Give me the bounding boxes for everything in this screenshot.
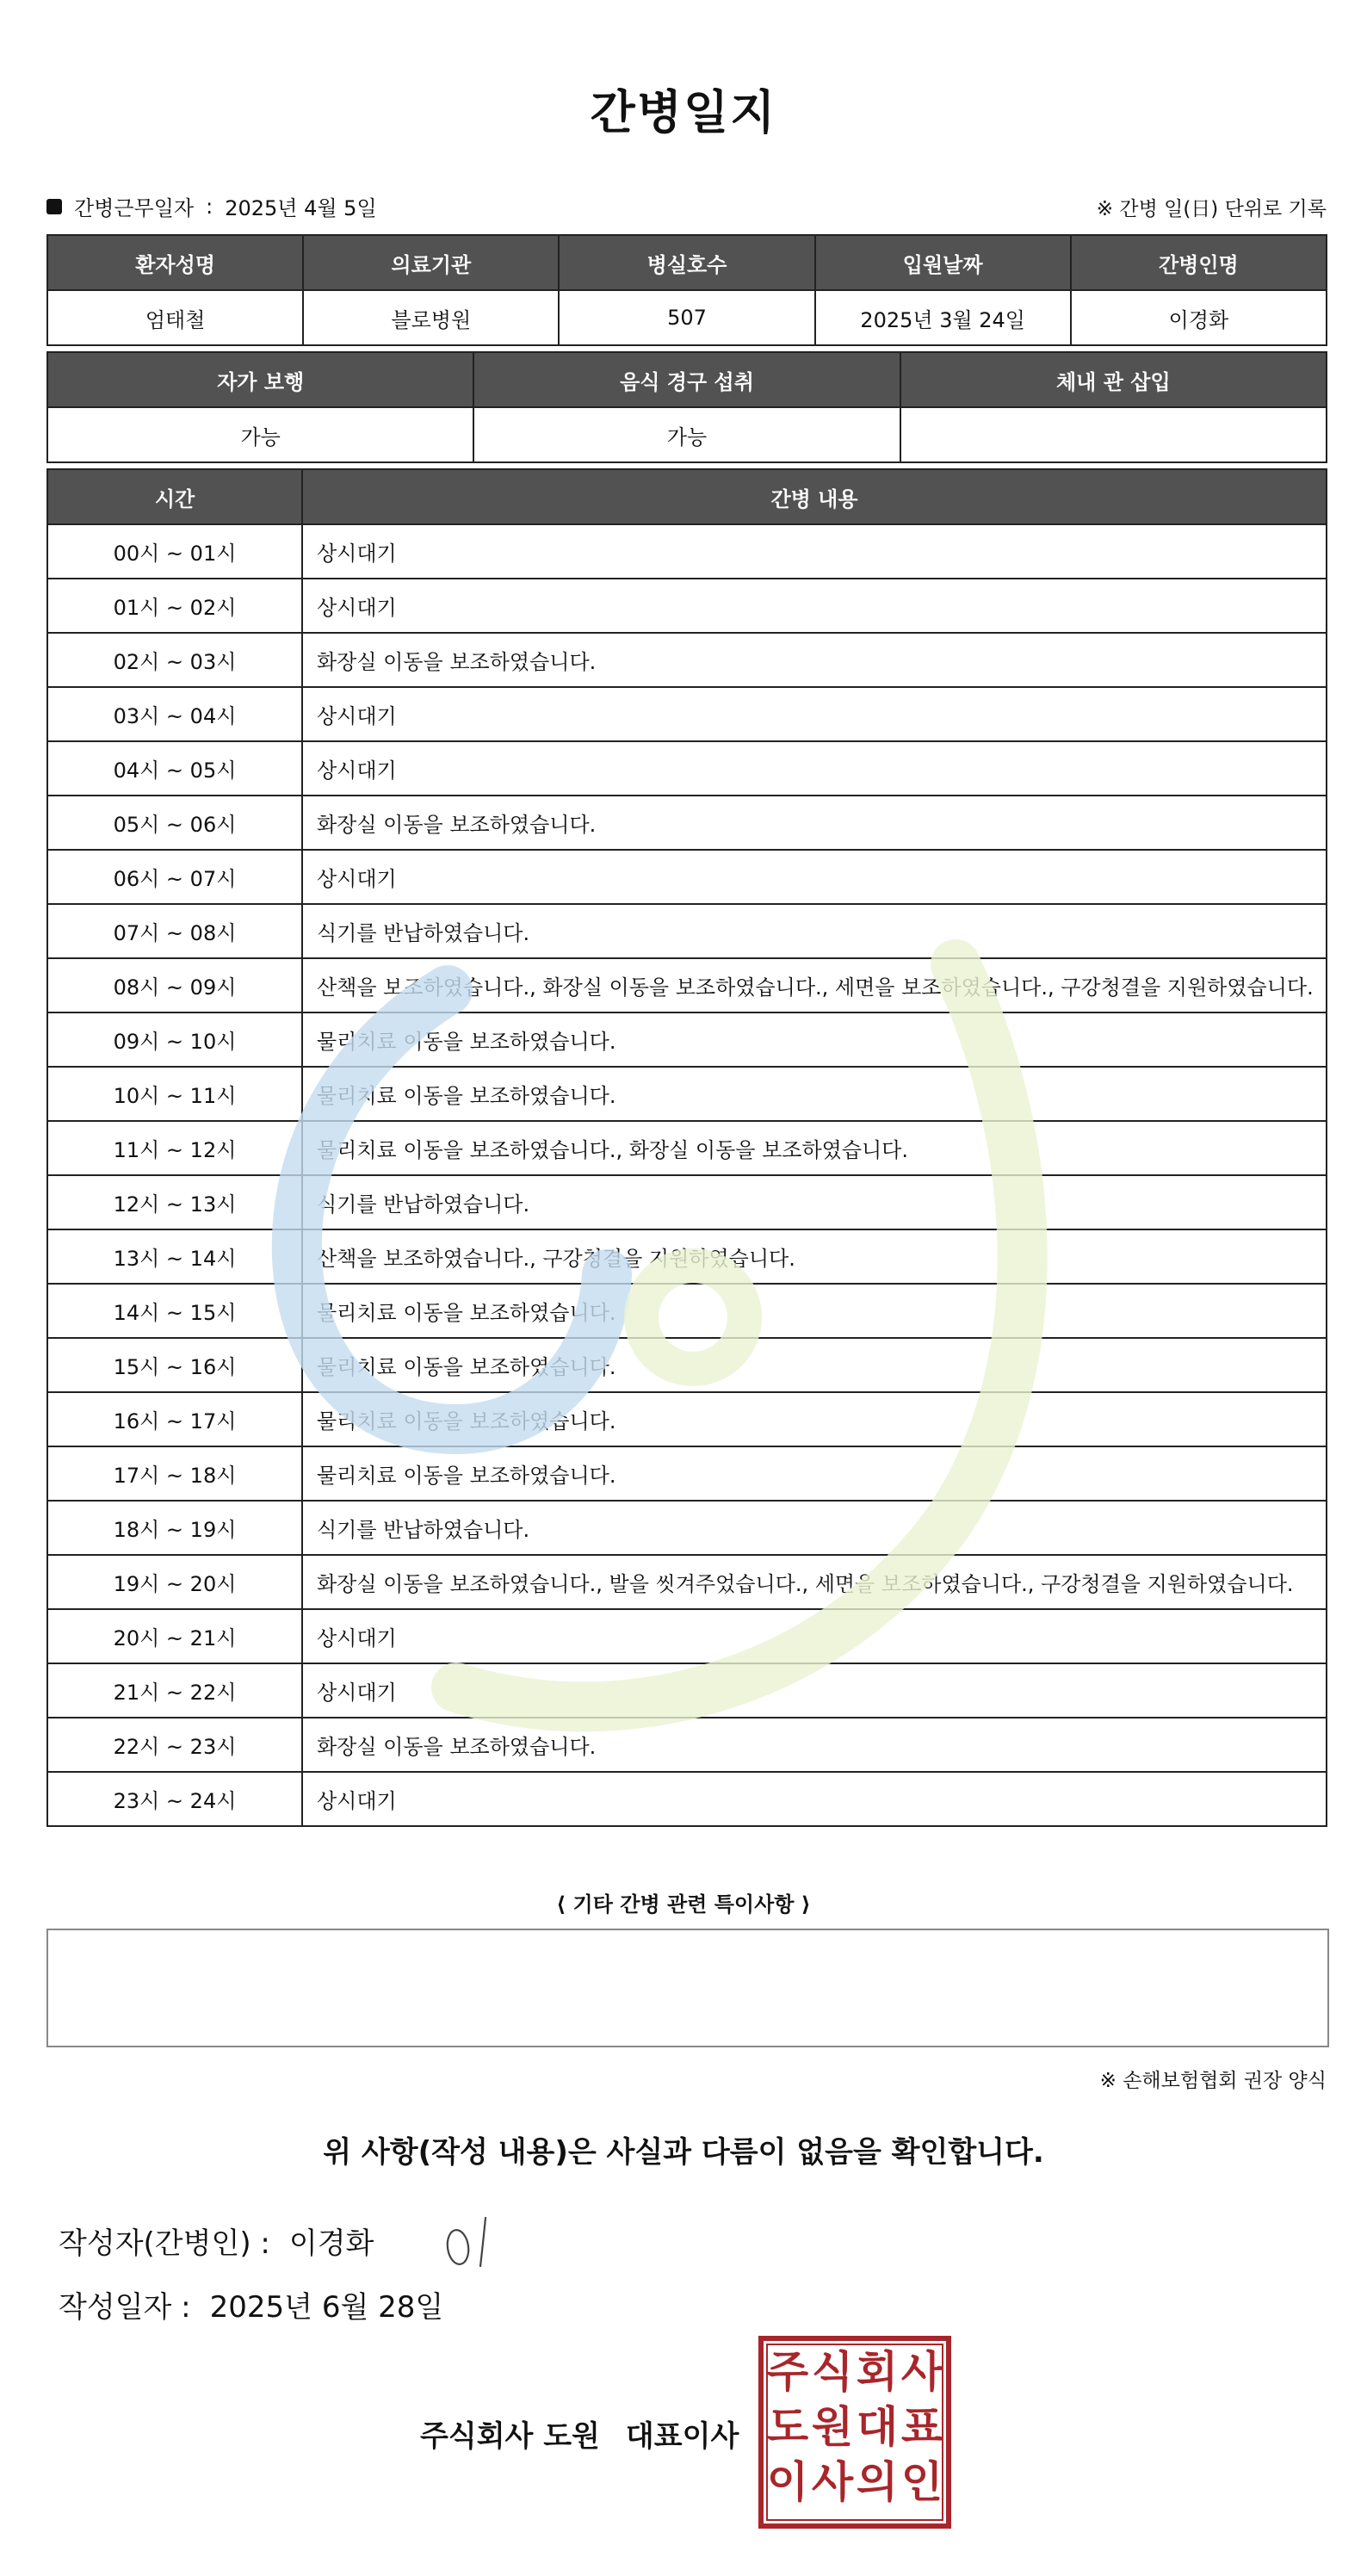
care-log-time: 04시 ~ 05시 bbox=[47, 741, 302, 796]
unit-note: ※ 간병 일(日) 단위로 기록 bbox=[1096, 198, 1327, 220]
care-log-row bbox=[47, 958, 1327, 1012]
care-log-time: 07시 ~ 08시 bbox=[47, 904, 302, 958]
care-log-content: 화장실 이동을 보조하였습니다. bbox=[302, 1718, 1327, 1772]
care-log-content: 물리치료 이동을 보조하였습니다. bbox=[302, 1338, 1327, 1392]
patient-status-table bbox=[46, 351, 1327, 463]
care-log-content: 상시대기 bbox=[302, 687, 1327, 741]
care-log-time: 20시 ~ 21시 bbox=[47, 1609, 302, 1663]
patient-name: 엄태철 bbox=[47, 290, 303, 345]
care-log-content: 화장실 이동을 보조하였습니다. bbox=[302, 633, 1327, 687]
seal-character: 도 bbox=[766, 2402, 809, 2452]
care-log-content: 물리치료 이동을 보조하였습니다. bbox=[302, 1012, 1327, 1067]
care-log-time: 17시 ~ 18시 bbox=[47, 1446, 302, 1501]
care-log-content: 물리치료 이동을 보조하였습니다. bbox=[302, 1067, 1327, 1121]
seal-character: 표 bbox=[900, 2402, 943, 2452]
care-log-row bbox=[47, 796, 1327, 850]
care-log-content: 상시대기 bbox=[302, 1663, 1327, 1718]
care-log-time: 01시 ~ 02시 bbox=[47, 579, 302, 633]
care-log-row bbox=[47, 1501, 1327, 1555]
header-oral-intake: 음식 경구 섭취 bbox=[473, 352, 900, 407]
care-log-time: 13시 ~ 14시 bbox=[47, 1229, 302, 1284]
care-log-content: 상시대기 bbox=[302, 1772, 1327, 1826]
seal-character: 회 bbox=[856, 2347, 899, 2397]
seal-character: 주 bbox=[766, 2347, 809, 2397]
hospital-name: 블로병원 bbox=[303, 290, 559, 345]
care-log-content: 산책을 보조하였습니다., 화장실 이동을 보조하였습니다., 세면을 보조하였습니다., 구강청결을 지원하였습니다. bbox=[302, 958, 1327, 1012]
confirmation-statement: 위 사항(작성 내용)은 사실과 다름이 없음을 확인합니다. bbox=[323, 2135, 1044, 2170]
writer-row bbox=[59, 2220, 374, 2262]
patient-status-header-row bbox=[47, 352, 1327, 407]
care-log-time: 18시 ~ 19시 bbox=[47, 1501, 302, 1555]
care-log-time: 14시 ~ 15시 bbox=[47, 1284, 302, 1338]
tube-insertion-value bbox=[900, 407, 1327, 462]
care-log-row bbox=[47, 1338, 1327, 1392]
seal-character: 원 bbox=[811, 2402, 854, 2452]
care-log-time: 19시 ~ 20시 bbox=[47, 1555, 302, 1609]
work-date-label: 간병근무일자 bbox=[74, 196, 195, 220]
care-log-content: 화장실 이동을 보조하였습니다. bbox=[302, 796, 1327, 850]
header-time: 시간 bbox=[47, 469, 302, 524]
care-log-table bbox=[46, 468, 1327, 1827]
header-care-content: 간병 내용 bbox=[302, 469, 1327, 524]
work-date-value: 2025년 4월 5일 bbox=[225, 196, 377, 220]
work-date-separator: : bbox=[206, 194, 213, 219]
care-log-time: 02시 ~ 03시 bbox=[47, 633, 302, 687]
care-log-row bbox=[47, 1067, 1327, 1121]
care-log-row bbox=[47, 687, 1327, 741]
header-patient-name: 환자성명 bbox=[47, 235, 303, 290]
care-log-content: 식기를 반납하였습니다. bbox=[302, 904, 1327, 958]
care-log-content: 물리치료 이동을 보조하였습니다. bbox=[302, 1446, 1327, 1501]
room-number: 507 bbox=[559, 290, 814, 345]
care-log-row bbox=[47, 579, 1327, 633]
care-log-row bbox=[47, 904, 1327, 958]
care-log-time: 11시 ~ 12시 bbox=[47, 1121, 302, 1175]
care-log-row bbox=[47, 524, 1327, 579]
care-log-row bbox=[47, 1012, 1327, 1067]
header-tube-insertion: 체내 관 삽입 bbox=[900, 352, 1327, 407]
care-log-content: 식기를 반납하였습니다. bbox=[302, 1501, 1327, 1555]
seal-character: 의 bbox=[856, 2457, 899, 2507]
care-log-row bbox=[47, 1175, 1327, 1229]
care-log-content: 물리치료 이동을 보조하였습니다. bbox=[302, 1284, 1327, 1338]
work-date-row bbox=[46, 191, 377, 221]
care-log-row bbox=[47, 1284, 1327, 1338]
bullet-square-icon bbox=[46, 199, 62, 214]
seal-character: 사 bbox=[900, 2347, 943, 2397]
care-log-content: 물리치료 이동을 보조하였습니다., 화장실 이동을 보조하였습니다. bbox=[302, 1121, 1327, 1175]
patient-info-table bbox=[46, 234, 1327, 346]
care-log-time: 08시 ~ 09시 bbox=[47, 958, 302, 1012]
header-admission-date: 입원날짜 bbox=[815, 235, 1071, 290]
care-log-content: 상시대기 bbox=[302, 524, 1327, 579]
written-date-value: 2025년 6월 28일 bbox=[209, 2290, 444, 2325]
header-hospital: 의료기관 bbox=[303, 235, 559, 290]
care-log-row bbox=[47, 1392, 1327, 1446]
written-date-row bbox=[59, 2283, 443, 2325]
care-log-body bbox=[47, 524, 1327, 1826]
care-log-time: 09시 ~ 10시 bbox=[47, 1012, 302, 1067]
company-seal bbox=[758, 2335, 952, 2530]
care-log-row bbox=[47, 1229, 1327, 1284]
document-title: 간병일지 bbox=[590, 85, 777, 139]
care-log-content: 상시대기 bbox=[302, 579, 1327, 633]
care-log-content: 산책을 보조하였습니다., 구강청결을 지원하였습니다. bbox=[302, 1229, 1327, 1284]
care-log-time: 10시 ~ 11시 bbox=[47, 1067, 302, 1121]
care-log-header-row bbox=[47, 469, 1327, 524]
care-log-time: 06시 ~ 07시 bbox=[47, 850, 302, 904]
care-log-row bbox=[47, 1663, 1327, 1718]
patient-info-header-row bbox=[47, 235, 1327, 290]
special-notes-box bbox=[46, 1929, 1329, 2047]
patient-info-value-row bbox=[47, 290, 1327, 345]
seal-character: 대 bbox=[856, 2402, 899, 2452]
header-self-walking: 자가 보행 bbox=[47, 352, 473, 407]
oral-intake-value: 가능 bbox=[473, 407, 900, 462]
care-log-row bbox=[47, 1555, 1327, 1609]
company-row bbox=[420, 2412, 739, 2455]
care-log-time: 03시 ~ 04시 bbox=[47, 687, 302, 741]
seal-character: 식 bbox=[811, 2347, 854, 2397]
seal-character: 이 bbox=[766, 2457, 809, 2507]
written-date-label: 작성일자 : bbox=[59, 2290, 191, 2325]
care-log-content: 화장실 이동을 보조하였습니다., 발을 씻겨주었습니다., 세면을 보조하였습니다., 구강청결을 지원하였습니다. bbox=[302, 1555, 1327, 1609]
self-walking-value: 가능 bbox=[47, 407, 473, 462]
company-title: 대표이사 bbox=[625, 2419, 739, 2454]
care-log-time: 00시 ~ 01시 bbox=[47, 524, 302, 579]
care-log-content: 식기를 반납하였습니다. bbox=[302, 1175, 1327, 1229]
seal-character: 인 bbox=[900, 2457, 943, 2507]
care-log-content: 상시대기 bbox=[302, 741, 1327, 796]
care-log-time: 15시 ~ 16시 bbox=[47, 1338, 302, 1392]
care-log-row bbox=[47, 1718, 1327, 1772]
care-log-row bbox=[47, 850, 1327, 904]
care-log-row bbox=[47, 1609, 1327, 1663]
header-room-number: 병실호수 bbox=[559, 235, 814, 290]
header-caregiver-name: 간병인명 bbox=[1071, 235, 1327, 290]
admission-date: 2025년 3월 24일 bbox=[815, 290, 1071, 345]
care-log-time: 22시 ~ 23시 bbox=[47, 1718, 302, 1772]
company-name: 주식회사 도원 bbox=[420, 2419, 600, 2454]
care-log-content: 물리치료 이동을 보조하였습니다. bbox=[302, 1392, 1327, 1446]
care-log-content: 상시대기 bbox=[302, 850, 1327, 904]
form-source-note: ※ 손해보험협회 권장 양식 bbox=[1099, 2070, 1327, 2092]
care-log-time: 16시 ~ 17시 bbox=[47, 1392, 302, 1446]
care-log-row bbox=[47, 1772, 1327, 1826]
caregiver-name: 이경화 bbox=[1071, 290, 1327, 345]
care-log-content: 상시대기 bbox=[302, 1609, 1327, 1663]
handwritten-signature bbox=[441, 2209, 501, 2271]
writer-label: 작성자(간병인) : bbox=[59, 2226, 270, 2261]
care-log-time: 23시 ~ 24시 bbox=[47, 1772, 302, 1826]
special-notes-title: ⟨ 기타 간병 관련 특이사항 ⟩ bbox=[556, 1892, 811, 1917]
care-log-time: 21시 ~ 22시 bbox=[47, 1663, 302, 1718]
care-log-time: 05시 ~ 06시 bbox=[47, 796, 302, 850]
care-log-time: 12시 ~ 13시 bbox=[47, 1175, 302, 1229]
writer-name: 이경화 bbox=[288, 2226, 374, 2261]
care-log-row bbox=[47, 633, 1327, 687]
patient-status-value-row bbox=[47, 407, 1327, 462]
care-log-row bbox=[47, 1446, 1327, 1501]
care-log-row bbox=[47, 1121, 1327, 1175]
care-log-row bbox=[47, 741, 1327, 796]
seal-character: 사 bbox=[811, 2457, 854, 2507]
